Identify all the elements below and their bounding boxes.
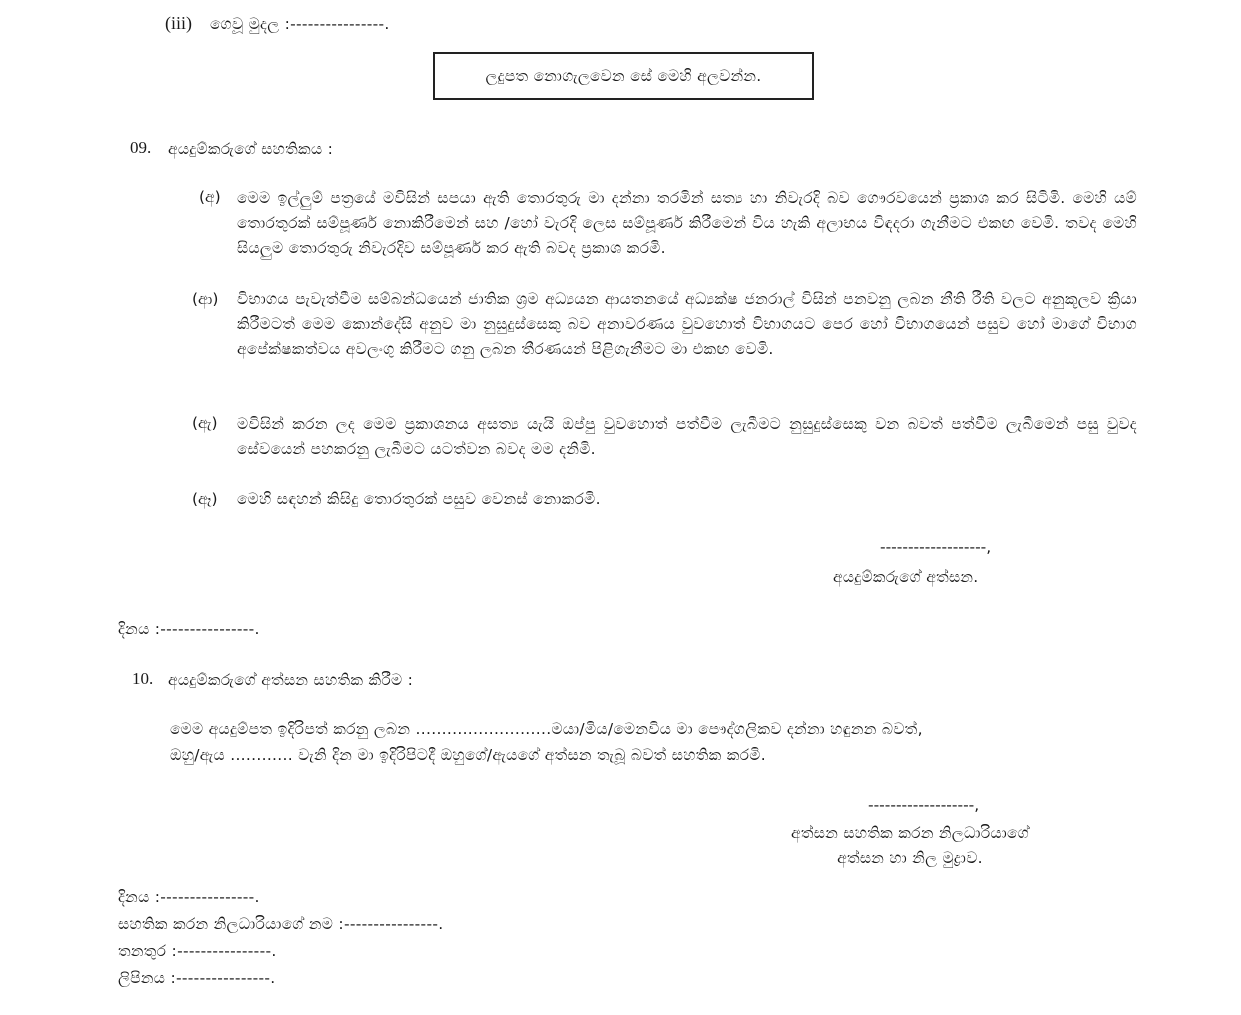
clause-aa-marker: (ආ)	[192, 290, 219, 308]
clause-a-text: මෙම ඉල්ලුම් පත්‍රයේ මවිසින් සපයා ඇති තොරතුරු මා දන්නා තරමින් සත්‍ය හා නිවැරදි බව ගෞරවයෙන් ප්‍රකාශ කර සිටිමි. මෙහි යම් තොරතුරක් සම්පූර්ණ නොකිරීමෙන් සහ /හෝ වැරදි ලෙස සම්පූර්ණ කිරීමෙන් විය හැකි අලාභය විඳදරා ගැනීමට එකඟ වෙමි. තවද මෙහි සියලුම තොරතුරු නිවැරදිව සම්පූර්ණ කර ඇති බවද ප්‍රකාශ කරමි.	[237, 189, 1137, 257]
clause-ae-text: මවිසින් කරන ලද මෙම ප්‍රකාශනය අසත්‍ය යැයි ඔප්පු වුවහොත් පත්වීම ලැබීමට නුසුදුස්සෙකු වන බවත් පත්වීම ලැබීමෙන් පසු වුවද සේවයෙන් පහකරනු ලැබීමට යටත්වන බවද මම දනිමි.	[237, 415, 1137, 458]
receipt-paste-instruction: ලදුපත නොගැලවෙන සේ මෙහි අලවන්න.	[485, 66, 762, 85]
clause-aee-marker: (ඈ)	[192, 490, 218, 508]
clause-aa-text: විභාගය පැවැත්වීම සම්බන්ධයෙන් ජාතික ශ්‍රම අධ්‍යයන ආයතනයේ අධ්‍යක්ෂ ජනරාල් විසින් පනවනු ලබන නීති රීති වලට අනුකූලව ක්‍රියා කිරීමටත් මෙම කොන්දේසි අනුව මා නුසුදුස්සෙකු බව අනාවරණය වුවහොත් විභාගයට පෙර හෝ විභාගයෙන් පසුව හෝ මාගේ විභාග අපේක්ෂකත්වය අවලංගු කිරීමට ගනු ලබන තීරණයන් පිළිගැනීමට මා එකඟ වෙමි.	[237, 290, 1137, 358]
certification-line-2: ඔහු/ඇය ............ වැනි දින මා ඉදිරිපිටදී ඔහුගේ/ඇයගේ අත්සන තැබූ බවත් සහතික කරමි.	[170, 746, 766, 764]
item-iii-marker: (iii)	[165, 13, 192, 33]
section-09-number: 09.	[130, 138, 152, 157]
officer-signature-line: -------------------,	[868, 796, 980, 814]
officer-position-field: තනතුර :----------------.	[118, 942, 277, 960]
officer-signature-label: අත්සන සහතික කරන නිලධාරියාගේ	[791, 824, 1029, 842]
clause-ae-marker: (ඇ)	[192, 414, 218, 432]
section-09-title: අයදුම්කරුගේ සහතිකය :	[168, 140, 334, 158]
officer-seal-label: අත්සන හා නිල මුද්‍රාව.	[837, 849, 983, 867]
officer-name-field: සහතික කරන නිලධාරියාගේ නම :----------------.	[118, 915, 444, 933]
certification-line-1: මෙම අයදුම්පත ඉදිරිපත් කරනු ලබන ..........................මයා/මිය/මෙනවිය මා පෞද්ගලිකව දන්නා හඳුනන බවත්,	[170, 720, 923, 738]
officer-address-field: ලිපිනය :----------------.	[118, 969, 276, 987]
applicant-signature-label: අයදුම්කරුගේ අත්සන.	[833, 568, 979, 586]
clause-aee-text: මෙහි සඳහන් කිසිදු තොරතුරක් පසුව වෙනස් නොකරමි.	[237, 490, 601, 508]
amount-paid-field: ගෙවූ මුදල :----------------.	[210, 15, 390, 33]
section-10-number: 10.	[132, 669, 154, 688]
applicant-date-field: දිනය :----------------.	[118, 620, 260, 638]
clause-a-marker: (අ)	[199, 188, 221, 206]
officer-date-field: දිනය :----------------.	[118, 888, 260, 906]
applicant-signature-line: -------------------,	[880, 538, 992, 556]
receipt-paste-box	[433, 52, 814, 100]
section-10-title: අයදුම්කරුගේ අත්සන සහතික කිරීම :	[168, 671, 414, 689]
